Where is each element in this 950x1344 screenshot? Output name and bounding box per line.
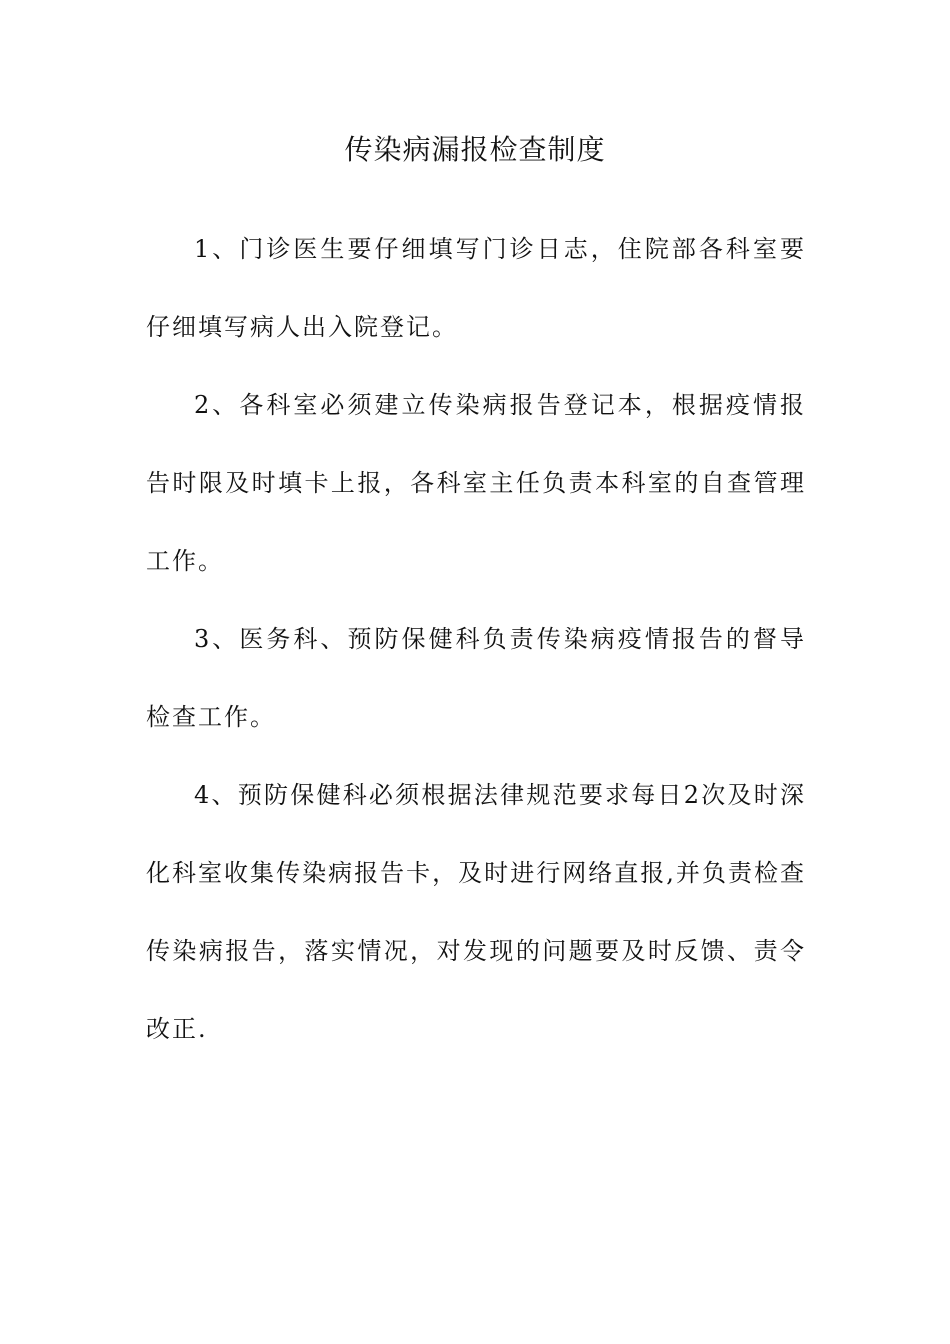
paragraph-1: 1、门诊医生要仔细填写门诊日志，住院部各科室要仔细填写病人出入院登记。 bbox=[146, 235, 806, 341]
document-title: 传染病漏报检查制度 bbox=[344, 133, 606, 166]
paragraph-4: 4、预防保健科必须根据法律规范要求每日2次及时深化科室收集传染病报告卡，及时进行网络直报,并负责检查传染病报告，落实情况，对发现的问题要及时反馈、责令改正. bbox=[146, 781, 806, 1043]
paragraph-3: 3、医务科、预防保健科负责传染病疫情报告的督导检查工作。 bbox=[146, 625, 806, 731]
paragraph-2: 2、各科室必须建立传染病报告登记本，根据疫情报告时限及时填卡上报，各科室主任负责本科室的自查管理工作。 bbox=[146, 391, 806, 575]
document-body bbox=[146, 210, 806, 1068]
